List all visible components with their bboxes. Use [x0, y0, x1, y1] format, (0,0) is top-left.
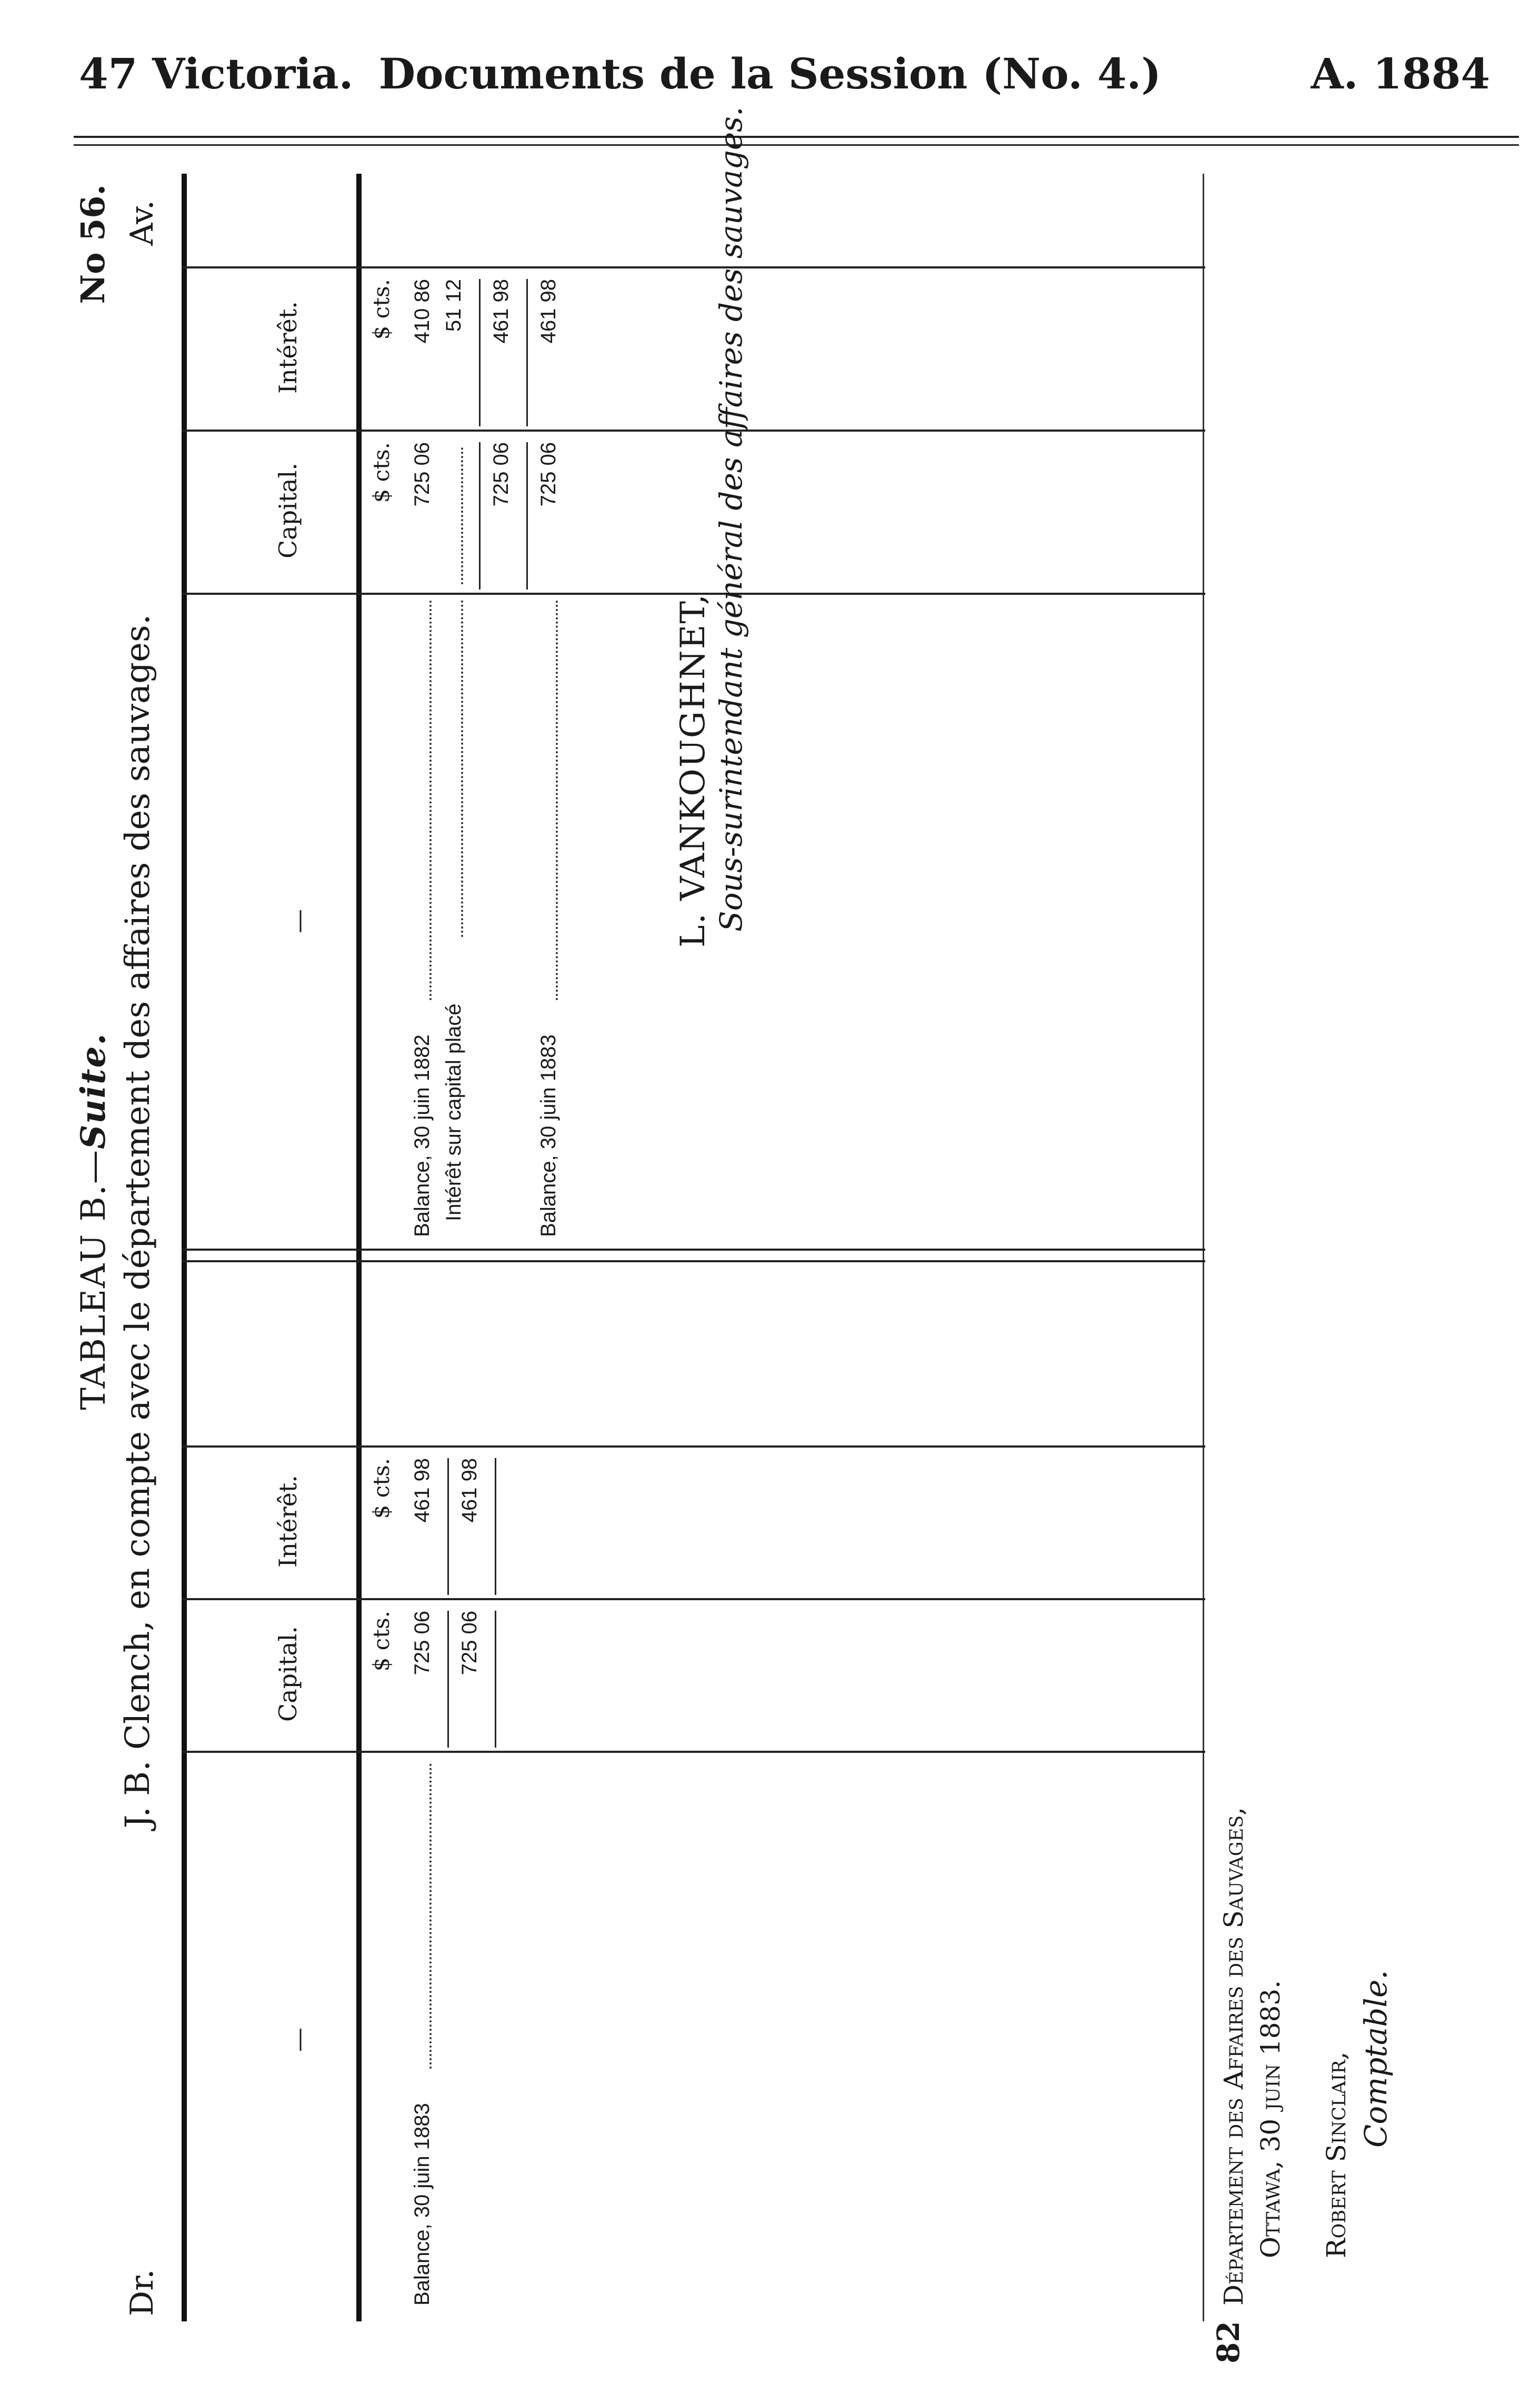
debit-capital-head: Capital. — [274, 1625, 302, 1722]
rotated-page-content — [74, 106, 1495, 2363]
debit-interest-total-rule — [495, 1458, 496, 1595]
credit-entry-interest-2: 51 12 — [442, 279, 465, 332]
debit-interest-head: Intérêt. — [274, 1475, 302, 1568]
credit-entry-label-2: Intérêt sur capital placé — [442, 1003, 465, 1221]
debit-capital-sum-rule — [447, 1611, 449, 1748]
credit-label: Av. — [124, 200, 161, 246]
superintendent-title: Sous-surintendant général des affaires des sauvages. — [713, 106, 749, 932]
department-name: Département des Affaires des Sauvages, — [1218, 1807, 1249, 2306]
credit-capital-head: Capital. — [274, 462, 302, 559]
debit-entry-capital: 725 06 — [411, 1611, 434, 1675]
debit-desc-head: — — [284, 2028, 313, 2052]
debit-interest-rule — [182, 1598, 1205, 1600]
debit-total-capital: 725 06 — [458, 1611, 481, 1675]
credit-capital-unit: $ cts. — [368, 442, 394, 503]
credit-end-rule — [182, 266, 1205, 268]
header-left: 47 Victoria. — [79, 49, 354, 98]
credit-entry-capital-1: 725 06 — [411, 442, 434, 507]
debit-total-interest: 461 98 — [458, 1458, 481, 1523]
debit-capital-rule — [182, 1751, 1205, 1753]
debit-entry-interest: 461 98 — [411, 1458, 434, 1523]
credit-entry-interest-1: 410 86 — [411, 279, 434, 344]
superintendent-name: L. VANKOUGHNET, — [674, 593, 713, 947]
table-bottom-rule — [1203, 174, 1204, 2321]
credit-interest-rule — [182, 430, 1205, 432]
credit-capital-sum-rule — [479, 442, 481, 590]
credit-total-interest: 461 98 — [489, 279, 513, 344]
credit-interest-head: Intérêt. — [274, 301, 302, 394]
credit-interest-sum-rule — [479, 279, 481, 426]
debit-interest-sum-rule — [447, 1458, 449, 1595]
credit-interest-unit: $ cts. — [368, 279, 394, 340]
credit-entry-leader-1 — [429, 600, 432, 1000]
debit-interest-unit: $ cts. — [368, 1458, 394, 1519]
debit-capital-unit: $ cts. — [368, 1611, 394, 1672]
table-title: TABLEAU B.—Suite. — [74, 1032, 113, 1410]
header-center: Documents de la Session (No. 4.) — [378, 49, 1162, 98]
header-right: A. 1884 — [1311, 49, 1490, 98]
credit-carried-label: Balance, 30 juin 1883 — [537, 1034, 560, 1237]
credit-capital-blank-leader — [461, 447, 463, 584]
credit-entry-leader-2 — [461, 600, 463, 937]
accountant-name: Robert Sinclair, — [1321, 2051, 1352, 2258]
table-top-rule — [182, 174, 187, 2321]
page-number: 82 — [1211, 2321, 1246, 2363]
credit-carried-interest: 461 98 — [537, 279, 560, 344]
accountant-title: Comptable. — [1358, 1970, 1394, 2148]
credit-entry-label-1: Balance, 30 juin 1882 — [411, 1034, 434, 1237]
credit-total-capital: 725 06 — [489, 442, 513, 507]
account-title: J. B. Clench, en compte avec le département des affaires des sauvages. — [118, 614, 157, 1829]
credit-carried-capital: 725 06 — [537, 442, 560, 507]
header-bottom-rule — [356, 174, 362, 2321]
place-date: Ottawa, 30 juin 1883. — [1255, 1980, 1286, 2258]
center-divider — [182, 1249, 1205, 1262]
debit-capital-total-rule — [495, 1611, 496, 1748]
credit-desc-head: — — [284, 909, 313, 933]
credit-carried-leader — [556, 600, 558, 1000]
document-number: No 56. — [74, 184, 112, 304]
credit-capital-total-rule — [526, 442, 528, 590]
debit-end-rule — [182, 1445, 1205, 1448]
debit-entry-label: Balance, 30 juin 1883 — [411, 2103, 434, 2306]
credit-interest-total-rule — [526, 279, 528, 426]
debit-entry-leader — [429, 1763, 432, 2069]
debit-label: Dr. — [124, 2269, 161, 2316]
